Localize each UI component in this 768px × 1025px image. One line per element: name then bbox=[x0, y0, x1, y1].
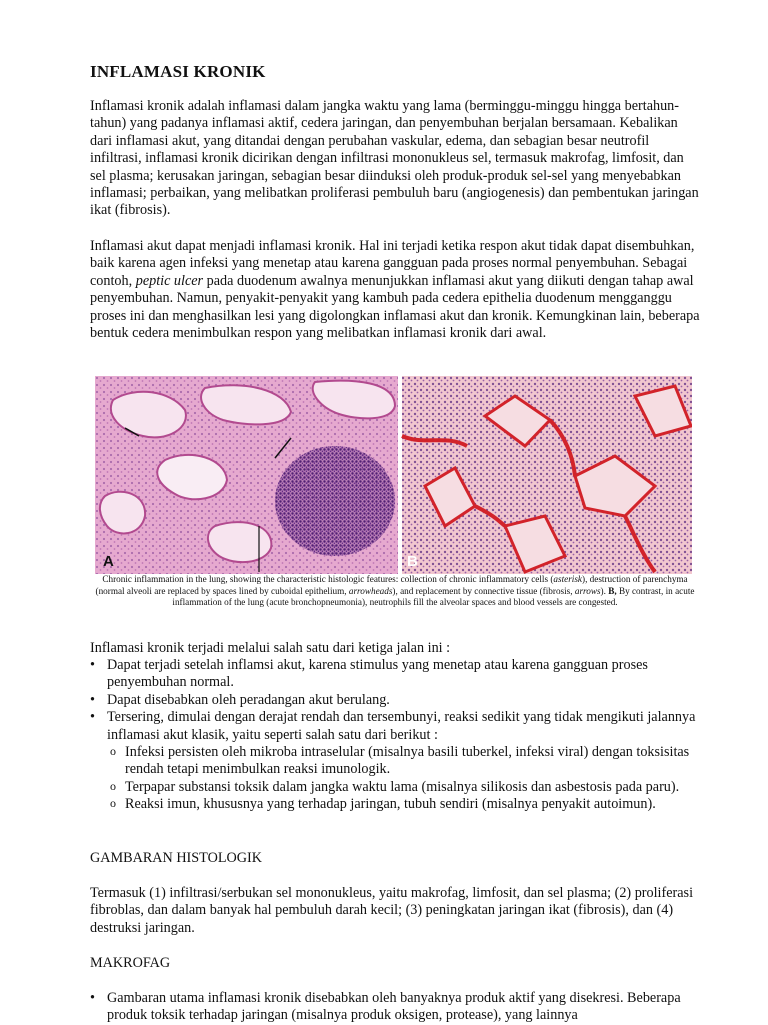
caption-text-2: ), destruction of parenchyma (normal alveoli are replaced by spaces lined by cuboidal epithelium, bbox=[95, 574, 688, 596]
list-item-text: Tersering, dimulai dengan derajat rendah dan tersembunyi, reaksi sedikit yang tidak mengikuti jalannya inflamasi akut klasik, yaitu seperti salah satu dari berikut : bbox=[107, 709, 696, 743]
caption-text-4: ). bbox=[600, 585, 609, 596]
list-item bbox=[90, 692, 705, 709]
sub-list-item bbox=[107, 796, 705, 813]
panel-b-label: B bbox=[407, 553, 418, 570]
macrophage-list bbox=[90, 990, 705, 1025]
caption-text-3: ), and replacement by connective tissue (fibrosis, bbox=[392, 585, 575, 596]
document-title: INFLAMASI KRONIK bbox=[90, 62, 266, 81]
sub-list-item-text: Terpapar substansi toksik dalam jangka waktu lama (misalnya silikosis dan asbestosis pada paru). bbox=[125, 778, 680, 795]
paragraph2-italic-term: peptic ulcer bbox=[135, 272, 204, 289]
caption-bold-b: B, bbox=[608, 585, 617, 596]
histology-figure bbox=[95, 376, 692, 574]
paragraph2-text-a: Inflamasi akut dapat menjadi inflamasi kronik. Hal ini terjadi ketika respon akut tidak dapat disembuhkan, baik karena agen infeksi yang menetap atau karena gangguan pada proses normal penyembuhan. Sebagai contoh, bbox=[90, 238, 695, 289]
paragraph-definition: Inflamasi kronik adalah inflamasi dalam jangka waktu yang lama (berminggu-minggu hingga bertahun-tahun) yang padanya inflamasi aktif, cedera jaringan, dan penyembuhan berjalan bersamaan. Kebalikan dari inflamasi akut, yang ditandai dengan perubahan vaskular, edema, dan sebagian besar neutrofil infiltrasi, inflamasi kronik dicirikan dengan infiltrasi mononukleus sel, termasuk makrofag, limfosit, dan sel plasma; kerusakan jaringan, sebagian besar diinduksi oleh produk-produk sel-sel yang menyebabkan inflamasi; perbaikan, yang melibatkan proliferasi pembuluh baru (angiogenesis) dan pembentukan jaringan ikat (fibrosis). bbox=[90, 98, 699, 219]
panel-b bbox=[402, 376, 692, 574]
panel-a bbox=[95, 376, 398, 574]
list-item bbox=[90, 657, 705, 692]
figure-caption bbox=[90, 574, 700, 609]
sub-list-item-text: Infeksi persisten oleh mikroba intraselular (misalnya basili tuberkel, infeksi viral) dengan toksisitas rendah tetapi menimbulkan reaksi imunologik. bbox=[125, 744, 690, 778]
paragraph-acute-to-chronic bbox=[90, 238, 700, 342]
ways-list bbox=[90, 657, 705, 814]
list-item bbox=[90, 709, 705, 813]
heading-histology: GAMBARAN HISTOLOGIK bbox=[90, 850, 262, 866]
paragraph2-text-b: pada duodenum awalnya menunjukkan inflamasi akut yang diikuti dengan tahap awal penyembuhan. Namun, penyakit-penyakit yang kambuh pada cedera epithelia duodenum mengganggu proses ini dan menghasilkan lesi yang digolongkan inflamasi akut dan kronik. Kemungkinan lain, beberapa bentuk cedera menimbulkan respon yang melibatkan inflamasi kronik dari awal. bbox=[90, 272, 700, 342]
list-item-text: Dapat terjadi setelah inflamsi akut, karena stimulus yang menetap atau karena gangguan proses penyembuhan normal. bbox=[107, 657, 648, 691]
caption-italic-3: arrows bbox=[574, 585, 601, 596]
panel-a-label: A bbox=[103, 553, 114, 570]
sub-list-item-text: Reaksi imun, khususnya yang terhadap jaringan, tubuh sendiri (misalnya penyakit autoimun). bbox=[125, 796, 656, 813]
paragraph-three-ways: Inflamasi kronik terjadi melalui salah satu dari ketiga jalan ini : bbox=[90, 640, 451, 656]
caption-text-5: By contrast, in acute inflammation of the lung (acute bronchopneumonia), neutrophils fill the alveolar spaces and blood vessels are congested. bbox=[172, 585, 695, 608]
list-item bbox=[90, 990, 705, 1025]
sub-list-item bbox=[107, 744, 705, 779]
list-item-text: Dapat disebabkan oleh peradangan akut berulang. bbox=[107, 691, 390, 708]
sub-ways-list bbox=[107, 744, 705, 814]
paragraph-histology: Termasuk (1) infiltrasi/serbukan sel mononukleus, yaitu makrofag, limfosit, dan sel plasma; (2) proliferasi fibroblas, dan dalam banyak hal pembuluh darah kecil; (3) peningkatan jaringan ikat (fibrosis), dan (4) destruksi jaringan. bbox=[90, 885, 694, 936]
caption-text-1: Chronic inflammation in the lung, showing the characteristic histologic features: collection of chronic inflammatory cells ( bbox=[102, 574, 554, 584]
caption-italic-2: arrowheads bbox=[348, 585, 393, 596]
sub-list-item bbox=[107, 779, 705, 796]
heading-macrophage: MAKROFAG bbox=[90, 955, 171, 971]
list-item-text: Gambaran utama inflamasi kronik disebabkan oleh banyaknya produk aktif yang disekresi. Beberapa produk toksik terhadap jaringan (misalnya produk oksigen, protease), yang lainnya bbox=[107, 990, 681, 1024]
caption-italic-1: asterisk bbox=[553, 574, 583, 584]
